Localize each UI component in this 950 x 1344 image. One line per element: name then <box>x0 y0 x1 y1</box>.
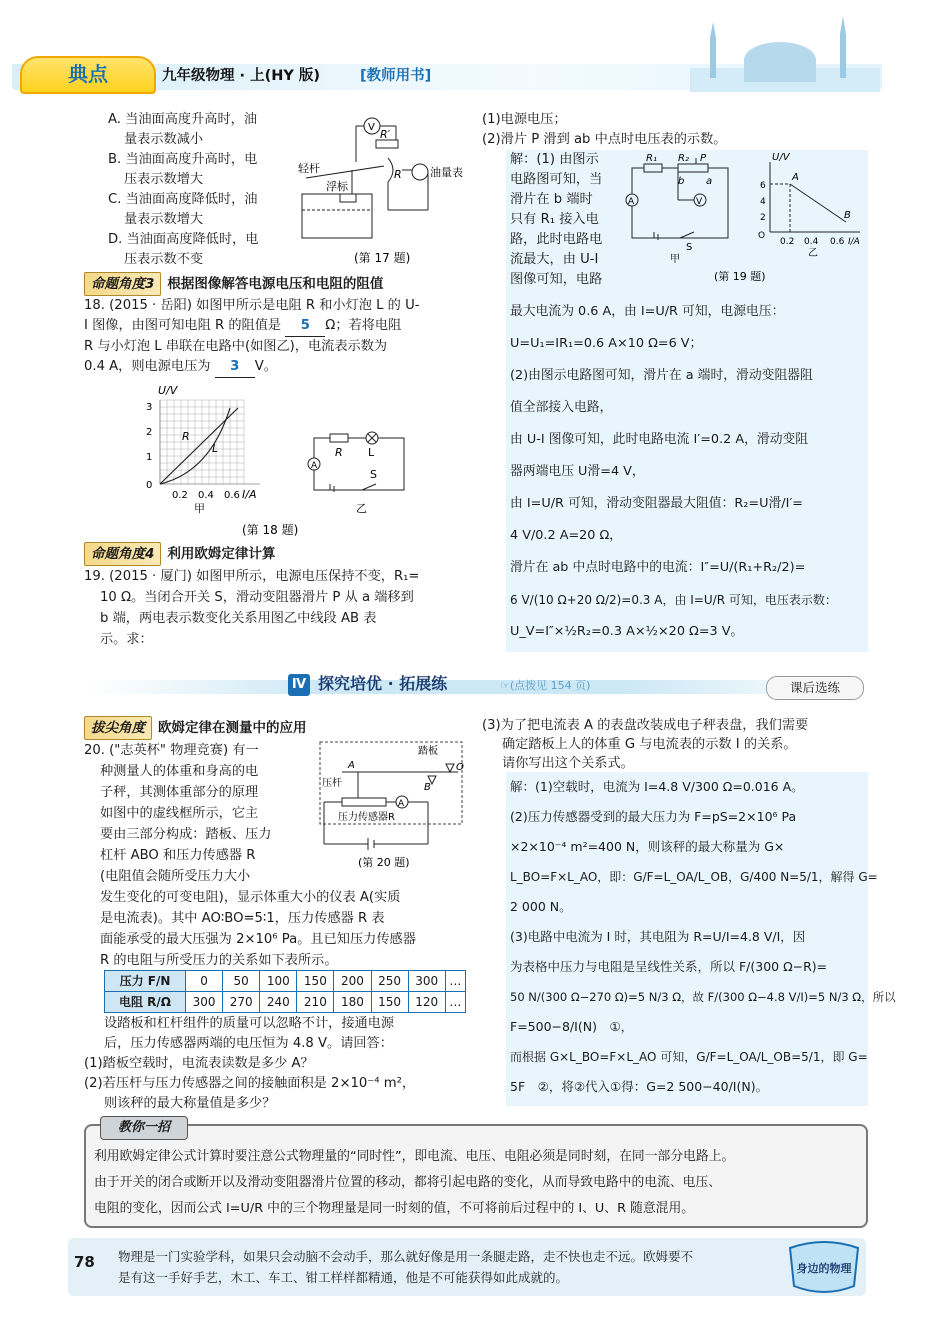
q17-options <box>108 110 288 270</box>
q17-v-label: V <box>368 122 375 133</box>
q18-curve-r: R <box>182 430 190 443</box>
q17-figure <box>296 110 476 270</box>
q19-sol-line-7: 4 V/0.2 A=20 Ω， <box>510 528 623 543</box>
q19-b: b <box>678 176 685 187</box>
q19-s: S <box>686 242 693 253</box>
q19-xlabel: I/A <box>848 237 860 247</box>
q20-table <box>104 970 466 1013</box>
q19-caption: (第 19 题) <box>714 270 766 283</box>
page-number: 78 <box>74 1253 95 1271</box>
q19-figure <box>620 150 868 290</box>
q20-sol-line-4: 2 000 N。 <box>510 899 572 914</box>
q18-l-label: L <box>368 446 375 459</box>
q19-line3: b 端，两电表示数变化关系用图乙中线段 AB 表 <box>100 611 377 626</box>
q19-xtick-06: 0.6 <box>830 237 845 247</box>
q20-sensor-label: 压力传感器R <box>338 812 395 823</box>
q20-point-a: A <box>348 760 355 771</box>
badge-text: 身边的物理 <box>796 1262 852 1275</box>
q19-sol-line-3: 值全部接入电路， <box>510 400 613 415</box>
q20-table-head-force: 压力 F/N <box>105 971 186 992</box>
q17-r-label: R <box>394 168 402 181</box>
q20-after <box>84 1014 474 1114</box>
q19-sol-line-10: U_V=I″×½R₂=0.3 A×½×20 Ω=3 V。 <box>510 624 744 639</box>
q17-float-label: 浮标 <box>326 180 348 193</box>
q19-part1: (1)电源电压； <box>482 112 567 127</box>
q19-ylabel: U/V <box>772 152 790 163</box>
q18-answer1: 5 <box>285 316 325 337</box>
q19-sol-line-2: (2)由图示电路图可知，滑片在 a 端时，滑动变阻器阻 <box>510 368 813 383</box>
q17-option-b1: B. 当油面高度升高时，电 <box>108 152 258 167</box>
q18-line2: I 图像，由图可知电阻 R 的阻值是 <box>84 318 282 333</box>
q17-lever-label: 轻杆 <box>298 162 320 175</box>
q18-ammeter: A <box>311 461 318 471</box>
q19-point-b: B <box>844 210 851 221</box>
q18-line4: 0.4 A，则电源电压为 <box>84 359 211 374</box>
q20-solution <box>506 772 896 1106</box>
q17-caption: (第 17 题) <box>354 251 411 265</box>
q19-sol-head-4: 路，此时电路电 <box>510 232 603 247</box>
table-cell: 0 <box>186 971 223 992</box>
q18-ytick-0: 0 <box>146 480 153 491</box>
topic4-text: 利用欧姆定律计算 <box>167 546 276 562</box>
table-cell: 150 <box>371 992 408 1013</box>
q20-line-5: 杠杆 ABO 和压力传感器 R <box>100 848 256 863</box>
table-cell: … <box>445 971 465 992</box>
q19-sol-line-5: 器两端电压 U滑=4 V， <box>510 464 645 479</box>
q19-solution <box>506 150 868 652</box>
q20-sol-line-2: ×2×10⁻⁴ m²=400 N，则该秤的最大称量为 G× <box>510 839 785 854</box>
q18-answer2: 3 <box>215 357 255 378</box>
q19-ytick-6: 6 <box>760 181 766 191</box>
q17-option-c1: C. 当油面高度降低时，油 <box>108 192 258 207</box>
q20-line-1: 种测量人的体重和身高的电 <box>100 764 259 779</box>
q20-sol-line-9: 而根据 G×L_BO=F×L_AO 可知，G/F=L_OA/L_OB=5/1，即 G= <box>510 1050 868 1064</box>
q19-sub1: 甲 <box>670 254 680 265</box>
tip-label: 教你一招 <box>100 1116 188 1140</box>
q18-xtick-04: 0.4 <box>198 490 214 501</box>
topic4-tag: 命题角度4 <box>84 542 161 566</box>
q20-table-row-force <box>105 971 466 992</box>
q19-sol-line-9: 6 V/(10 Ω+20 Ω/2)=0.3 A，由 I=U/R 可知，电压表示数： <box>510 593 837 607</box>
q20-line-3: 如图中的虚线框所示，它主 <box>100 806 259 821</box>
q18-xtick-06: 0.6 <box>224 490 240 501</box>
table-cell: 240 <box>260 992 297 1013</box>
tip-line-1: 由于开关的闭合或断开以及滑动变阻器滑片位置的移动，都将引起电路的变化，从而导致电路中的电流、电压、 <box>94 1175 722 1190</box>
q19-voltmeter: V <box>696 197 703 207</box>
q20-line-6: (电阻值会随所受压力大小 <box>100 869 251 884</box>
q18-sub2: 乙 <box>356 502 367 515</box>
q19-ytick-2: 2 <box>760 213 766 223</box>
q18-line1: 18. (2015 · 岳阳) 如图甲所示是电阻 R 和小灯泡 L 的 U- <box>84 298 420 313</box>
q17-option-d1: D. 当油面高度降低时，电 <box>108 232 259 247</box>
q20-sol-line-7: 50 N/(300 Ω−270 Ω)=5 N/3 Ω，故 F/(300 Ω−4.8 V/I)=5 N/3 Ω，所以 <box>510 990 896 1004</box>
page-header <box>0 0 950 108</box>
section-reference: ☞(点拨见 154 页) <box>500 679 591 692</box>
q18-r-label: R <box>335 446 343 459</box>
footer-quote <box>118 1246 778 1288</box>
q20-table-row-resistance <box>105 992 466 1013</box>
q19-line4: 示。求： <box>100 632 153 647</box>
section-title: 探究培优 · 拓展练 <box>318 674 448 693</box>
q18-ylabel: U/V <box>158 384 178 397</box>
q17-option-c2: 量表示数增大 <box>124 212 204 227</box>
topic3-text: 根据图像解答电源电压和电阻的阻值 <box>167 276 384 292</box>
q18-xlabel: I/A <box>242 488 257 501</box>
q20-sol-line-0: 解：(1)空载时，电流为 I=4.8 V/300 Ω=0.016 A。 <box>510 779 804 794</box>
q18-ytick-2: 2 <box>146 427 153 438</box>
edition-tag: [教师用书] <box>360 68 432 84</box>
q20-part3 <box>482 716 872 773</box>
q20-sol-line-5: (3)电路中电流为 I 时，其电阻为 R=U/I=4.8 V/I，因 <box>510 929 806 944</box>
q19-sol-head-0: 解：(1) 由图示 <box>510 152 599 167</box>
section-banner-bar <box>90 680 860 694</box>
q19-solution-body <box>510 296 866 648</box>
topic3-heading <box>84 272 383 294</box>
q20-line-8: 是电流表)。其中 AO∶BO=5∶1，压力传感器 R 表 <box>100 911 385 926</box>
q19-sol-head-3: 只有 R₁ 接入电 <box>510 212 599 227</box>
q20-lever-label: 压杆 <box>322 778 342 789</box>
q18-line2b: Ω；若将电阻 <box>325 318 402 333</box>
q20-sol-line-10: 5F ②，将②代入①得：G=2 500−40/I(N)。 <box>510 1079 769 1094</box>
skyline-icon <box>690 8 880 92</box>
q20-sol-line-3: L_BO=F×L_AO，即：G/F=L_OA/L_OB，G/400 N=5/1，解得 G= <box>510 870 878 884</box>
q18-ytick-1: 1 <box>146 452 153 463</box>
q20-after-2: (1)踏板空载时，电流表读数是多少 A？ <box>84 1056 314 1071</box>
q20-after-0: 设踏板和杠杆组件的质量可以忽略不计，接通电源 <box>104 1016 395 1031</box>
q17-option-a1: A. 当油面高度升高时，油 <box>108 112 258 127</box>
q20-after-1: 后，压力传感器两端的电压恒为 4.8 V。请回答： <box>104 1036 393 1051</box>
q19-xtick-04: 0.4 <box>804 237 819 247</box>
table-cell: 200 <box>334 971 371 992</box>
q19-sol-head-2: 滑片在 b 端时 <box>510 192 593 207</box>
q20-point-b: B <box>424 782 431 793</box>
q17-option-b2: 压表示数增大 <box>124 172 204 187</box>
q20-sol-line-8: F=500−8/I(N) ①， <box>510 1019 634 1034</box>
tip-box <box>84 1124 868 1228</box>
q18-s-label: S <box>370 468 377 481</box>
q20-line-0: 20. ("志英杯" 物理竞赛) 有一 <box>84 743 259 758</box>
q20-part3-0: (3)为了把电流表 A 的表盘改装成电子秤表盘，我们需要 <box>482 718 809 733</box>
q20-meter-label: A <box>398 799 405 809</box>
q17-option-a2: 量表示数减小 <box>124 132 204 147</box>
physics-badge-icon <box>784 1236 864 1298</box>
q19-a: a <box>706 176 713 187</box>
q17-meter-label: 油量表 <box>430 166 463 179</box>
q20-line-2: 子秤，其测体重部分的原理 <box>100 785 259 800</box>
q18-sub1: 甲 <box>194 502 205 515</box>
q20-sol-line-1: (2)压力传感器受到的最大压力为 F=pS=2×10⁶ Pa <box>510 809 797 824</box>
q20-sol-line-6: 为表格中压力与电阻是呈线性关系，所以 F/(300 Ω−R)= <box>510 959 828 974</box>
table-cell: 250 <box>371 971 408 992</box>
q18-xtick-02: 0.2 <box>172 490 188 501</box>
tip-line-2: 电阻的变化，因而公式 I=U/R 中的三个物理量是同一时刻的值，不可将前后过程中的 I、U、R 随意混用。 <box>94 1201 695 1216</box>
table-cell: … <box>445 992 465 1013</box>
book-title: 九年级物理 · 上(HY 版) <box>162 68 321 84</box>
q18-line4b: V。 <box>254 359 277 374</box>
table-cell: 210 <box>297 992 334 1013</box>
q19-line1: 19. (2015 · 厦门) 如图甲所示，电源电压保持不变，R₁= <box>84 569 420 584</box>
q19-part2: (2)滑片 P 滑到 ab 中点时电压表的示数。 <box>482 132 727 147</box>
q19-sol-line-6: 由 I=U/R 可知，滑动变阻器最大阻值：R₂=U滑/I′= <box>510 496 803 511</box>
topic5-heading <box>84 716 307 738</box>
q20-solution-body <box>510 772 896 1102</box>
q19-text <box>84 566 468 650</box>
tip-text <box>94 1144 860 1222</box>
q20-line-10: R 的电阻与所受压力的关系如下表所示。 <box>100 953 338 968</box>
q20-line-4: 要由三部分构成：踏板、压力 <box>100 827 272 842</box>
q18-caption: (第 18 题) <box>242 523 299 537</box>
topic4-heading <box>84 542 275 564</box>
q19-line2: 10 Ω。当闭合开关 S，滑动变阻器滑片 P 从 a 端移到 <box>100 590 414 605</box>
table-cell: 50 <box>223 971 260 992</box>
q19-sub2: 乙 <box>808 248 818 259</box>
q20-point-o: O <box>456 762 464 773</box>
q20-after-4: 则该秤的最大称量值是多少？ <box>104 1096 276 1111</box>
tip-line-0: 利用欧姆定律公式计算时要注意公式物理量的“同时性”，即电流、电压、电阻必须是同时刻，在同一部分电路上。 <box>94 1149 735 1164</box>
q20-after-3: (2)若压杆与压力传感器之间的接触面积是 2×10⁻⁴ m²， <box>84 1076 416 1091</box>
table-cell: 150 <box>297 971 334 992</box>
q19-sol-line-4: 由 U-I 图像可知，此时电路电流 I′=0.2 A，滑动变阻 <box>510 432 809 447</box>
q20-pedal-label: 踏板 <box>418 746 438 757</box>
topic5-tag: 拔尖角度 <box>84 716 152 740</box>
q19-point-a: A <box>792 172 799 183</box>
table-cell: 270 <box>223 992 260 1013</box>
q19-solution-head <box>510 150 620 290</box>
q19-ammeter: A <box>628 197 635 207</box>
q19-sol-head-5: 流最大，由 U-I <box>510 252 599 267</box>
q18-curve-l: L <box>212 442 219 455</box>
q18-line3: R 与小灯泡 L 串联在电路中(如图乙)，电流表示数为 <box>84 339 388 354</box>
q20-line-7: 发生变化的可变电阻)，显示体重大小的仪表 A(实质 <box>100 890 401 905</box>
after-class-badge: 课后选练 <box>766 676 864 700</box>
q19-p: P <box>700 153 707 164</box>
q20-figure <box>318 740 468 870</box>
q20-caption: (第 20 题) <box>358 856 410 869</box>
q20-table-head-resistance: 电阻 R/Ω <box>105 992 186 1013</box>
footer-line-1: 是有这一手好手艺，木工、车工、钳工样样都精通，他是不可能获得如此成就的。 <box>118 1270 569 1285</box>
q19-sol-line-1: U=U₁=IR₁=0.6 A×10 Ω=6 V； <box>510 336 703 351</box>
footer-line-0: 物理是一门实验学科，如果只会动脑不会动手，那么就好像是用一条腿走路，走不快也走不远。欧姆要不 <box>118 1249 694 1264</box>
q19-ytick-4: 4 <box>760 197 766 207</box>
q19-sol-line-0: 最大电流为 0.6 A，由 I=U/R 可知，电源电压： <box>510 304 785 319</box>
q18-text <box>84 296 468 378</box>
q19-r2: R₂ <box>678 153 689 164</box>
table-cell: 120 <box>408 992 445 1013</box>
section-number: Ⅳ <box>288 674 310 696</box>
q19-sol-head-6: 图像可知，电路 <box>510 272 603 287</box>
brand-logo: 典点 <box>20 56 156 94</box>
q19-parts <box>482 110 872 150</box>
q17-option-d2: 压表示数不变 <box>124 252 204 267</box>
topic3-tag: 命题角度3 <box>84 272 161 296</box>
q18-figure <box>130 380 440 540</box>
table-cell: 300 <box>408 971 445 992</box>
table-cell: 100 <box>260 971 297 992</box>
table-cell: 300 <box>186 992 223 1013</box>
q17-rp-label: R′ <box>380 128 391 141</box>
topic5-text: 欧姆定律在测量中的应用 <box>158 720 307 736</box>
q20-part3-1: 确定踏板上人的体重 G 与电流表的示数 I 的关系。 <box>502 737 797 752</box>
q18-ytick-3: 3 <box>146 402 153 413</box>
q19-sol-line-8: 滑片在 ab 中点时电路中的电流：I″=U/(R₁+R₂/2)= <box>510 560 806 575</box>
q19-ytick-o: O <box>758 231 766 241</box>
q20-line-9: 面能承受的最大压强为 2×10⁶ Pa。且已知压力传感器 <box>100 932 416 947</box>
q19-r1: R₁ <box>646 153 657 164</box>
q19-sol-head-1: 电路图可知，当 <box>510 172 603 187</box>
q19-xtick-02: 0.2 <box>780 237 795 247</box>
q20-part3-2: 请你写出这个关系式。 <box>502 756 634 771</box>
table-cell: 180 <box>334 992 371 1013</box>
